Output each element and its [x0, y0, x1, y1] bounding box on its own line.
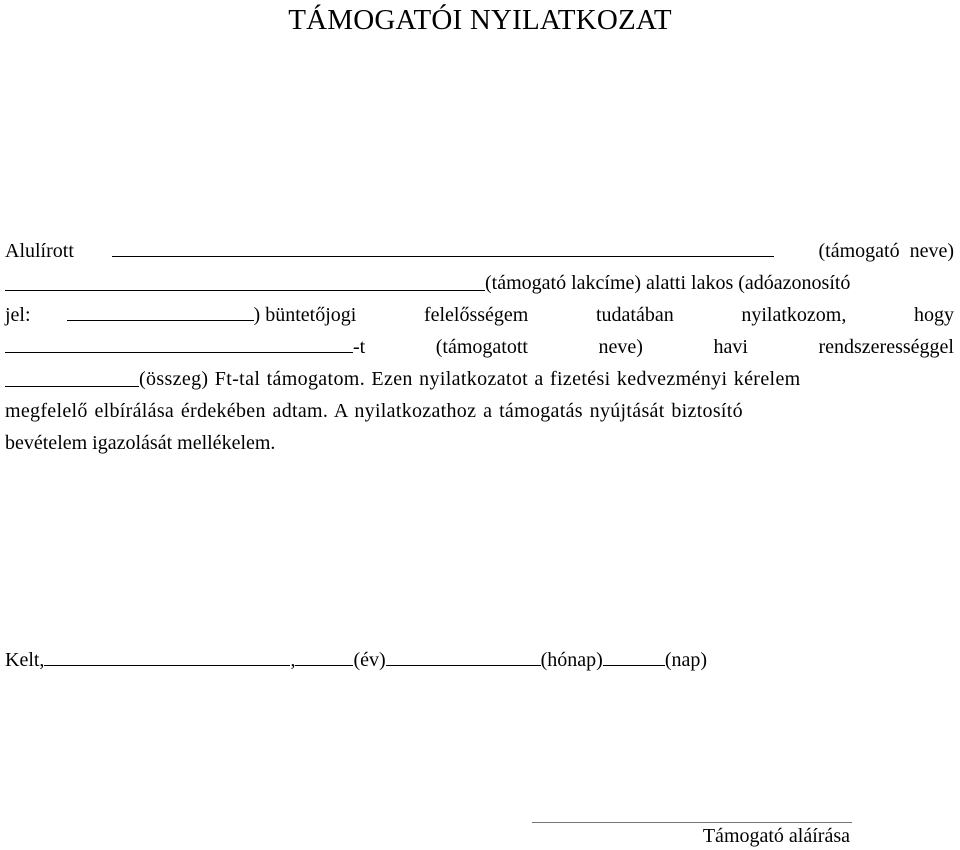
- paragraph-line-2: [5, 268, 954, 298]
- place-blank[interactable]: [44, 664, 290, 666]
- date-line: [5, 645, 954, 675]
- text-fragment: nyilatkozom,: [741, 304, 847, 326]
- year-label: (év): [353, 649, 386, 671]
- text-fragment: neve): [598, 336, 643, 358]
- text-fragment: tudatában: [595, 304, 674, 326]
- text-fragment: hogy: [913, 304, 954, 326]
- month-label: (hónap): [540, 649, 603, 671]
- text-fragment: felelősségem: [423, 304, 529, 326]
- signature-label: Támogató aláírása: [702, 825, 850, 847]
- place-label: Kelt,: [5, 649, 45, 671]
- month-blank[interactable]: [386, 664, 541, 666]
- paragraph-text: megfelelő elbírálása érdekében adtam. A nyilatkozathoz a támogatás nyújtását biztosító: [5, 400, 743, 422]
- day-label: (nap): [664, 649, 708, 671]
- year-blank[interactable]: [295, 664, 353, 666]
- paragraph-line-3: [5, 300, 954, 330]
- text-fragment: ) büntetőjogi: [253, 304, 357, 326]
- tax-id-blank[interactable]: [67, 319, 254, 321]
- amount-blank[interactable]: [5, 385, 139, 387]
- amount-text: (összeg) Ft-tal támogatom. Ezen nyilatkozatot a fizetési kedvezményi kérelem: [139, 368, 801, 390]
- paragraph-line-5: [5, 364, 954, 394]
- paragraph-line-1: [5, 236, 954, 266]
- comma: ,: [290, 649, 296, 671]
- paragraph-line-6: [5, 396, 954, 426]
- text-fragment: rendszerességgel: [818, 336, 954, 358]
- supporter-name-blank[interactable]: [112, 255, 774, 257]
- tax-id-label: jel:: [5, 304, 31, 326]
- paragraph-line-7: [5, 428, 954, 458]
- page-title: TÁMOGATÓI NYILATKOZAT: [288, 4, 672, 36]
- text-fragment: havi: [713, 336, 748, 358]
- text-fragment: (támogatott: [435, 336, 528, 358]
- supporter-address-label: (támogató lakcíme) alatti lakos (adóazonosító: [485, 272, 851, 294]
- day-blank[interactable]: [603, 664, 665, 666]
- paragraph-line-4: [5, 332, 954, 362]
- intro-word: Alulírott: [5, 240, 74, 262]
- supporter-name-label: (támogató neve): [818, 240, 954, 262]
- supported-person-name-blank[interactable]: [5, 351, 353, 353]
- paragraph-text: bevételem igazolását mellékelem.: [5, 432, 276, 454]
- supporter-address-blank[interactable]: [5, 289, 485, 291]
- text-fragment: -t: [353, 336, 366, 358]
